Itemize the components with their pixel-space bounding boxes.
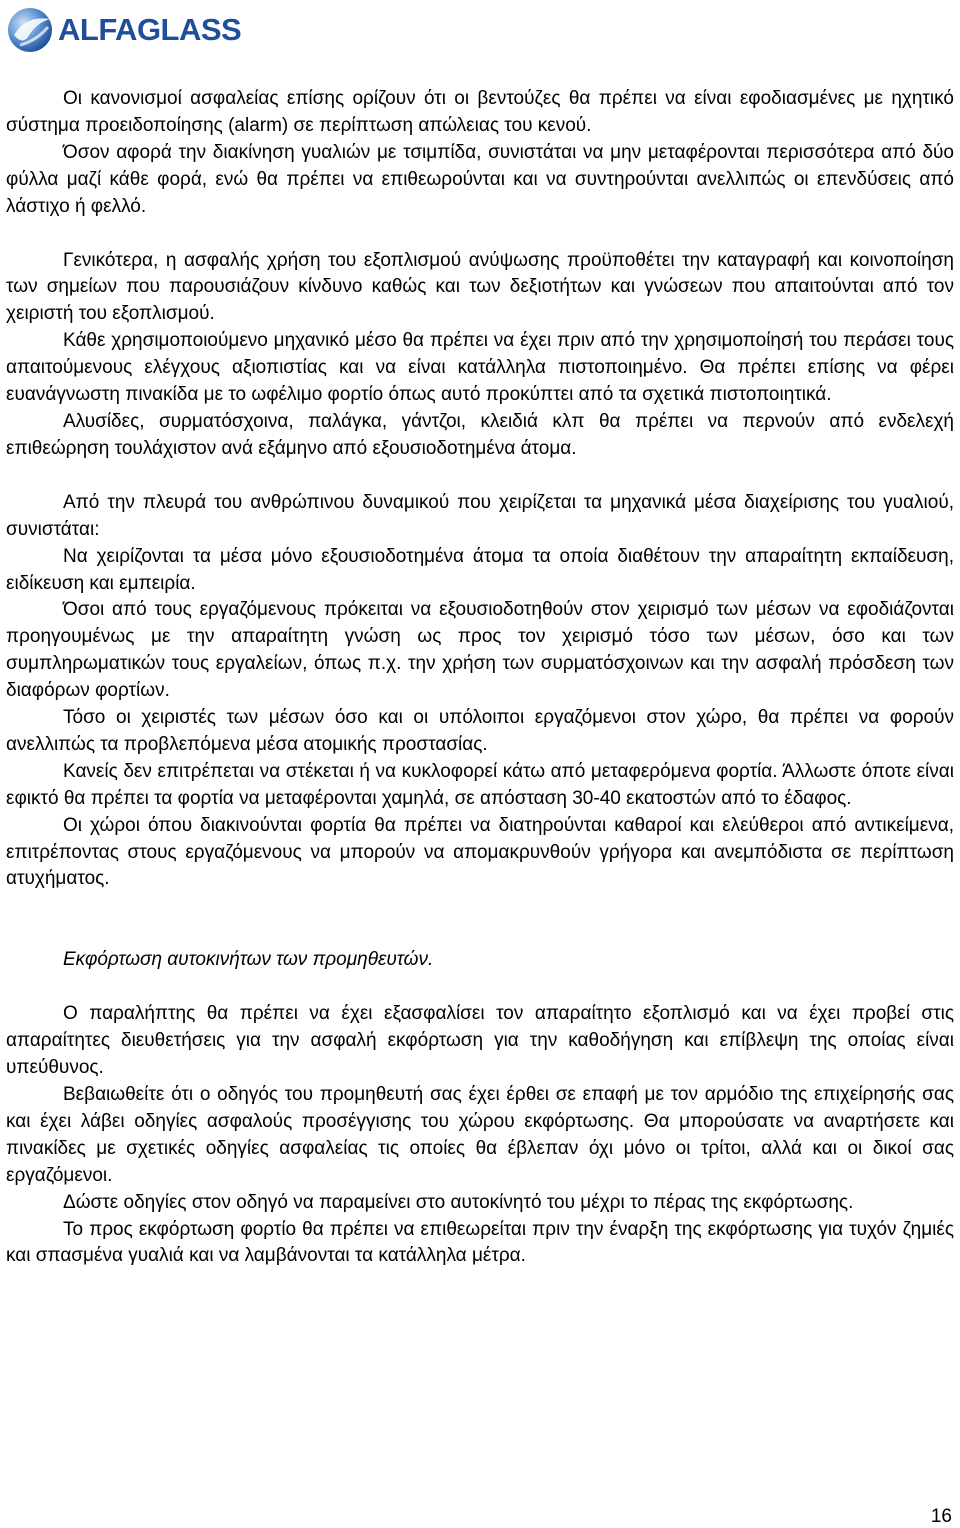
paragraph: Κάθε χρησιμοποιούμενο μηχανικό μέσο θα πρέπει να έχει πριν από την χρησιμοποίησή του περάσει τους απαιτούμενους ελέγχους αξιοπιστίας και να είναι κατάλληλα πιστοποιημένο. Θα πρέπει επίσης να φέρει ευανάγνωστη πινακίδα με το ωφέλιμο φορτίο όπως αυτό προκύπτει από τα σχετικά πιστοποιητικά. [6,330,954,406]
brand-name-part2: GLASS [136,12,242,47]
alfaglass-globe-logo-icon [6,5,56,55]
document-body [6,86,954,1270]
paragraph: Το προς εκφόρτωση φορτίο θα πρέπει να επιθεωρείται πριν την έναρξη της εκφόρτωσης για τυχόν ζημιές και σπασμένα γυαλιά και να λαμβάνονται τα κατάλληλα μέτρα. [6,1218,954,1267]
paragraph: Δώστε οδηγίες στον οδηγό να παραμείνει στο αυτοκίνητό του μέχρι το πέρας της εκφόρτωσης. [63,1191,854,1213]
brand-name [58,12,241,48]
paragraph: Όσοι από τους εργαζόμενους πρόκειται να εξουσιοδοτηθούν στον χειρισμό των μέσων να εφοδιάζονται προηγουμένως με την απαραίτητη γνώση ως προς τον χειρισμό τόσο των μέσων, όσο και των συμπληρωματικών τους εργαλείων, όπως π.χ. την χρήση των συρματόσχοινων και την ασφαλή πρόσδεση των διαφόρων φορτίων. [6,599,954,702]
paragraph: Οι χώροι όπου διακινούνται φορτία θα πρέπει να διατηρούνται καθαροί και ελεύθεροι από αντικείμενα, επιτρέποντας στους εργαζόμενους να μπορούν να απομακρυνθούν γρήγορα και ανεμπόδιστα σε περίπτωση ατυχήματος. [6,814,954,890]
paragraph: Ο παραλήπτης θα πρέπει να έχει εξασφαλίσει τον απαραίτητο εξοπλισμό και να έχει προβεί στις απαραίτητες διευθετήσεις για την ασφαλή εκφόρτωση για την καθοδήγηση και επίβλεψη της οποίας είναι υπεύθυνος. [6,1003,954,1079]
page-number: 16 [930,1506,952,1527]
paragraph: Βεβαιωθείτε ότι ο οδηγός του προμηθευτή σας έχει έρθει σε επαφή με τον αρμόδιο της επιχείρησής σας και έχει λάβει οδηγίες ασφαλούς προσέγγισης του χώρου εκφόρτωσης. Θα μπορούσατε να αναρτήσετε και πινακίδες με σχετικές οδηγίες ασφαλείας τις οποίες θα έβλεπαν όχι μόνο οι τρίτοι, αλλά και οι δικοί σας εργαζόμενοι. [6,1084,954,1186]
paragraph: Όσον αφορά την διακίνηση γυαλιών με τσιμπίδα, συνιστάται να μην μεταφέρονται περισσότερα από δύο φύλλα μαζί κάθε φορά, ενώ θα πρέπει να επιθεωρούνται και να συντηρούνται ανελλιπώς οι επενδύσεις από λάστιχο ή φελλό. [6,141,954,217]
company-logo [6,5,241,55]
paragraph: Γενικότερα, η ασφαλής χρήση του εξοπλισμού ανύψωσης προϋποθέτει την καταγραφή και κοινοποίηση των σημείων που παρουσιάζουν κίνδυνο καθώς και των δεξιοτήτων και γνώσεων που απαιτούνται από τον χειριστή του εξοπλισμού. [6,249,954,325]
paragraph: Οι κανονισμοί ασφαλείας επίσης ορίζουν ότι οι βεντούζες θα πρέπει να είναι εφοδιασμένες με ηχητικό σύστημα προειδοποίησης (alarm) σε περίπτωση απώλειας του κενού. [6,88,954,136]
paragraph: Να χειρίζονται τα μέσα μόνο εξουσιοδοτημένα άτομα τα οποία διαθέτουν την απαραίτητη εκπαίδευση, ειδίκευση και εμπειρία. [6,545,954,594]
paragraph: Κανείς δεν επιτρέπεται να στέκεται ή να κυκλοφορεί κάτω από μεταφερόμενα φορτία. Άλλωστε όποτε είναι εφικτό θα πρέπει τα φορτία να μεταφέρονται χαμηλά, σε απόσταση 30-40 εκατοστών από το έδαφος. [6,760,954,809]
paragraph: Τόσο οι χειριστές των μέσων όσο και οι υπόλοιποι εργαζόμενοι στον χώρο, θα πρέπει να φορούν ανελλιπώς τα προβλεπόμενα μέσα ατομικής προστασίας. [6,707,954,755]
brand-name-part1: ALFA [58,12,137,47]
paragraph: Από την πλευρά του ανθρώπινου δυναμικού που χειρίζεται τα μηχανικά μέσα διαχείρισης του γυαλιού, συνιστάται: [6,491,954,540]
paragraph: Αλυσίδες, συρματόσχοινα, παλάγκα, γάντζοι, κλειδιά κλπ θα πρέπει να περνούν από ενδελεχή επιθεώρηση τουλάχιστον ανά εξάμηνο από εξουσιοδοτημένα άτομα. [6,410,954,459]
section-heading: Εκφόρτωση αυτοκινήτων των προμηθευτών. [63,949,434,971]
